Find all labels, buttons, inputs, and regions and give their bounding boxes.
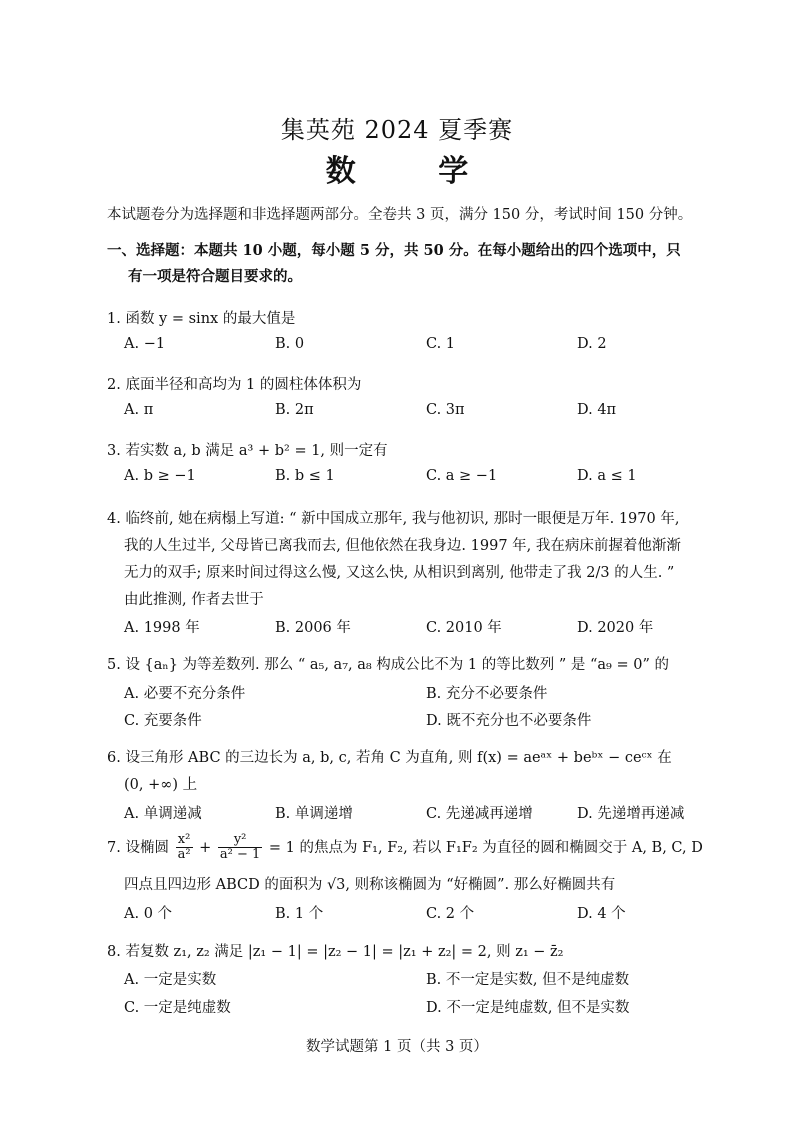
- question-6-stem-line2: (0, +∞) 上: [124, 777, 198, 793]
- question-8-stem: 8. 若复数 z₁, z₂ 满足 |z₁ − 1| = |z₂ − 1| = |z₁ + z₂| = 2, 则 z₁ − z̄₂: [107, 944, 564, 960]
- question-2-option-a: A. π: [124, 402, 154, 418]
- question-1-option-b: B. 0: [275, 336, 305, 352]
- question-6-option-d: D. 先递增再递减: [577, 806, 685, 822]
- question-8-option-d: D. 不一定是纯虚数, 但不是实数: [426, 1000, 630, 1016]
- question-4-option-d: D. 2020 年: [577, 620, 654, 636]
- question-8-option-b: B. 不一定是实数, 但不是纯虚数: [426, 972, 630, 988]
- question-5-option-b: B. 充分不必要条件: [426, 686, 548, 702]
- question-7-stem-line1: [107, 833, 703, 863]
- question-6-option-a: A. 单调递减: [124, 806, 202, 822]
- question-6-option-c: C. 先递减再递增: [426, 806, 533, 822]
- question-3-option-d: D. a ≤ 1: [577, 468, 637, 484]
- ellipse-fraction-y: [218, 833, 262, 863]
- question-4-stem-line4: 由此推测, 作者去世于: [124, 592, 264, 608]
- question-2-option-b: B. 2π: [275, 402, 314, 418]
- question-5-option-c: C. 充要条件: [124, 713, 202, 729]
- question-3-option-c: C. a ≥ −1: [426, 468, 498, 484]
- question-8-option-a: A. 一定是实数: [124, 972, 217, 988]
- question-3-stem: 3. 若实数 a, b 满足 a³ + b² = 1, 则一定有: [107, 443, 388, 459]
- question-1-option-c: C. 1: [426, 336, 456, 352]
- section-heading-line2: 有一项是符合题目要求的。: [128, 268, 302, 285]
- ellipse-fraction-x: [176, 833, 193, 863]
- fraction-x-denominator: a²: [177, 847, 191, 863]
- fraction-x-numerator: x²: [176, 833, 193, 848]
- question-4-option-c: C. 2010 年: [426, 620, 502, 636]
- question-4-option-a: A. 1998 年: [124, 620, 200, 636]
- question-1-option-d: D. 2: [577, 336, 607, 352]
- question-7-option-a: A. 0 个: [124, 906, 173, 922]
- question-6-stem-line1: 6. 设三角形 ABC 的三边长为 a, b, c, 若角 C 为直角, 则 f(x) = aeᵃˣ + beᵇˣ − ceᶜˣ 在: [107, 750, 672, 766]
- question-7-stem-pre: 7. 设椭圆: [107, 839, 169, 856]
- question-7-option-c: C. 2 个: [426, 906, 475, 922]
- question-7-stem-line2: 四点且四边形 ABCD 的面积为 √3, 则称该椭圆为 “好椭圆”. 那么好椭圆共有: [124, 877, 616, 893]
- question-4-stem-line3: 无力的双手; 原来时间过得这么慢, 又这么快, 从相识到离别, 他带走了我 2/3 的人生. ”: [124, 565, 675, 581]
- question-7-option-d: D. 4 个: [577, 906, 626, 922]
- question-7-option-b: B. 1 个: [275, 906, 324, 922]
- question-5-option-d: D. 既不充分也不必要条件: [426, 713, 592, 729]
- question-8-option-c: C. 一定是纯虚数: [124, 1000, 231, 1016]
- question-2-option-d: D. 4π: [577, 402, 617, 418]
- plus-sign: +: [199, 839, 212, 856]
- question-5-option-a: A. 必要不充分条件: [124, 686, 246, 702]
- section-heading-line1: 一、选择题：本题共 10 小题，每小题 5 分，共 50 分。在每小题给出的四个选项中，只: [107, 242, 681, 259]
- fraction-y-denominator: a² − 1: [219, 847, 261, 863]
- exam-title: 集英苑 2024 夏季赛: [280, 116, 514, 144]
- question-5-stem: 5. 设 {aₙ} 为等差数列. 那么 “ a₅, a₇, a₈ 构成公比不为 1 的等比数列 ” 是 “a₉ = 0” 的: [107, 657, 669, 673]
- question-6-option-b: B. 单调递增: [275, 806, 353, 822]
- question-4-stem-line2: 我的人生过半, 父母皆已离我而去, 但他依然在我身边. 1997 年, 我在病床前握着他渐渐: [124, 538, 681, 554]
- page-footer: 数学试题第 1 页（共 3 页）: [306, 1039, 488, 1055]
- question-7-stem-post: = 1 的焦点为 F₁, F₂, 若以 F₁F₂ 为直径的圆和椭圆交于 A, B, C, D: [268, 839, 703, 856]
- subject-title: 数 学: [325, 154, 505, 189]
- question-3-option-b: B. b ≤ 1: [275, 468, 335, 484]
- question-4-option-b: B. 2006 年: [275, 620, 351, 636]
- question-1-stem: 1. 函数 y = sinx 的最大值是: [107, 311, 296, 327]
- question-1-option-a: A. −1: [124, 336, 166, 352]
- question-4-stem-line1: 4. 临终前, 她在病榻上写道: “ 新中国成立那年, 我与他初识, 那时一眼便是万年. 1970 年,: [107, 511, 680, 527]
- question-2-stem: 2. 底面半径和高均为 1 的圆柱体体积为: [107, 377, 362, 393]
- exam-intro: 本试题卷分为选择题和非选择题两部分。全卷共 3 页，满分 150 分，考试时间 150 分钟。: [107, 207, 693, 223]
- fraction-y-numerator: y²: [218, 833, 262, 848]
- question-2-option-c: C. 3π: [426, 402, 465, 418]
- question-3-option-a: A. b ≥ −1: [124, 468, 196, 484]
